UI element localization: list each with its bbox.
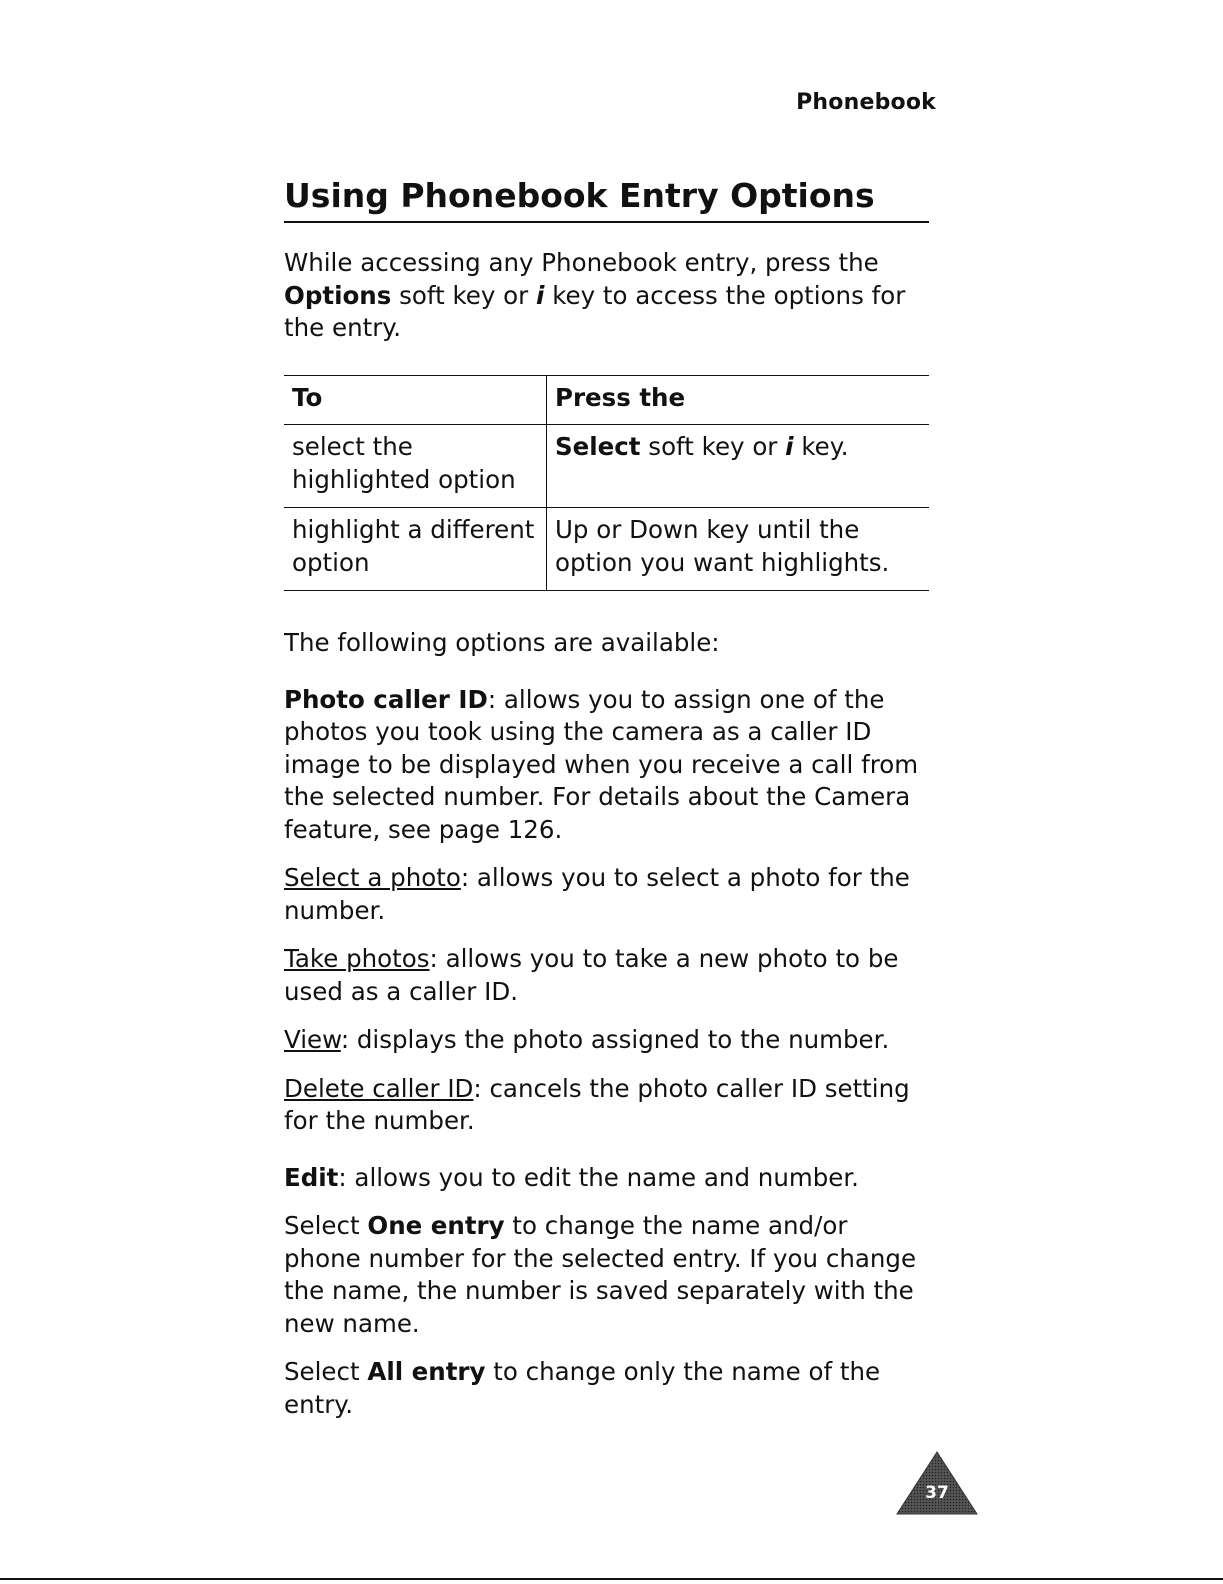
select-photo-paragraph: Select a photo: allows you to select a photo for the number. <box>284 863 910 925</box>
page-title: Using Phonebook Entry Options <box>284 176 929 223</box>
view-paragraph: View: displays the photo assigned to the number. <box>284 1025 890 1054</box>
running-header: Phonebook <box>796 90 936 115</box>
table-row <box>284 508 929 591</box>
edit-paragraph: Edit: allows you to edit the name and number. <box>284 1162 859 1192</box>
page-number: 37 <box>925 1483 949 1503</box>
table-header-to: To <box>284 375 547 425</box>
table-cell-press: Select soft key or i key. <box>547 425 930 508</box>
delete-caller-id-paragraph: Delete caller ID: cancels the photo caller ID setting for the number. <box>284 1073 910 1135</box>
table-cell-to: select the highlighted option <box>284 425 547 508</box>
table-header-row <box>284 375 929 425</box>
bottom-rule <box>0 1578 1223 1580</box>
table-header-press: Press the <box>547 375 930 425</box>
one-entry-paragraph: Select One entry to change the name and/or phone number for the selected entry. If you change the name, the number is saved separately with the new name. <box>284 1211 917 1338</box>
page-content <box>284 176 929 1421</box>
info-key-icon: i <box>536 280 545 310</box>
take-photos-paragraph: Take photos: allows you to take a new photo to be used as a caller ID. <box>284 944 899 1006</box>
table-cell-to: highlight a different option <box>284 508 547 591</box>
table-row <box>284 425 929 508</box>
intro-paragraph: While accessing any Phonebook entry, press the Options soft key or i key to access the options for the entry. <box>284 248 906 342</box>
info-key-icon: i <box>785 432 794 461</box>
photo-caller-id-paragraph: Photo caller ID: allows you to assign one of the photos you took using the camera as a caller ID image to be displayed when you receive a call from the selected number. For details about the Camera feature, see page 126. <box>284 684 919 844</box>
key-table <box>284 375 929 592</box>
options-intro: The following options are available: <box>284 628 720 657</box>
table-cell-press: Up or Down key until the option you want highlights. <box>547 508 930 591</box>
all-entry-paragraph: Select All entry to change only the name of the entry. <box>284 1357 881 1419</box>
